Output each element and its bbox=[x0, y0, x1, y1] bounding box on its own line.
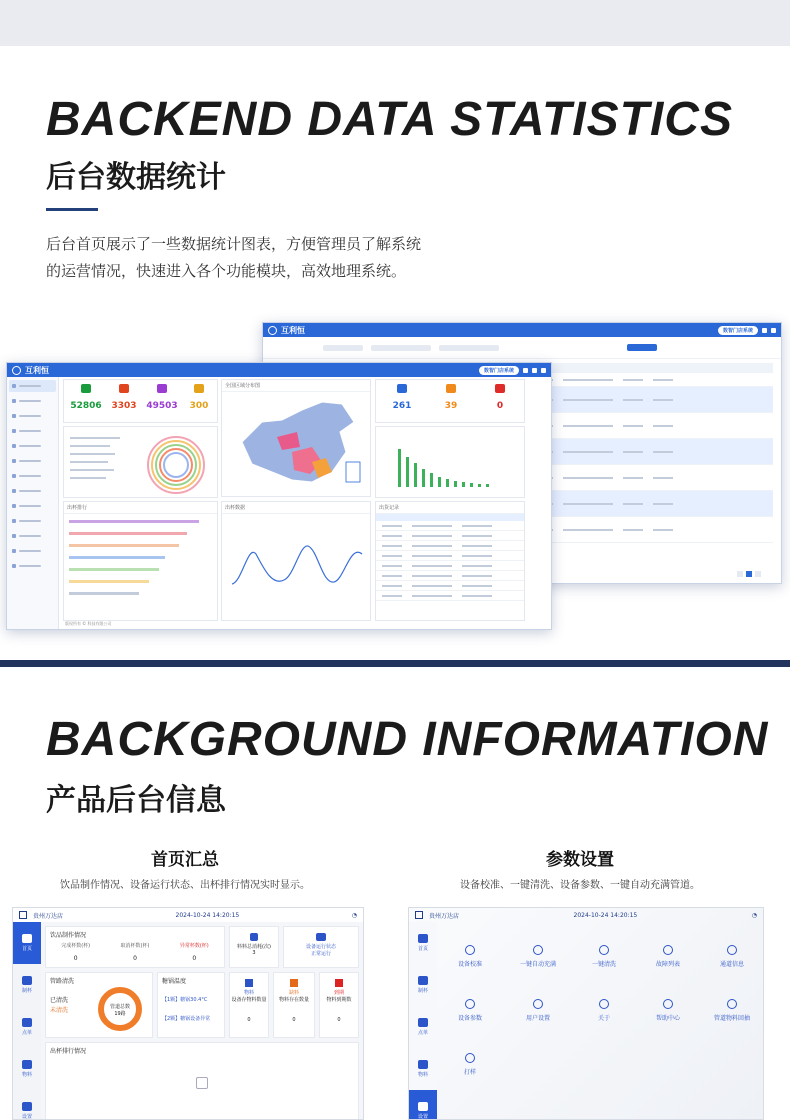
brand-logo-icon bbox=[268, 326, 277, 335]
ratio-icon bbox=[250, 933, 258, 941]
nav-settings[interactable]: 设置 bbox=[13, 1090, 41, 1120]
pipe-donut: 管道总数 19路 bbox=[98, 987, 142, 1031]
clock: 2024-10-24 14:20:15 bbox=[573, 911, 638, 919]
kpi-alerts: 0 bbox=[480, 384, 520, 411]
store-name: 贵州万达店 bbox=[429, 912, 460, 920]
logo-icon bbox=[415, 911, 423, 919]
cleaned-legend: 已清洗 bbox=[50, 997, 69, 1004]
gear-icon bbox=[418, 1102, 428, 1111]
search-button[interactable] bbox=[627, 344, 657, 351]
window-titlebar bbox=[263, 323, 781, 337]
sidebar-item[interactable] bbox=[9, 545, 56, 557]
ranking-panel bbox=[63, 501, 218, 621]
store-select[interactable]: 数智门店系统 bbox=[718, 326, 758, 335]
backend-window-front bbox=[6, 362, 552, 630]
sidebar-item[interactable] bbox=[9, 410, 56, 422]
device-kpi-panel bbox=[375, 379, 525, 423]
kpi-online: 39 bbox=[431, 384, 471, 411]
nodes-icon bbox=[465, 999, 475, 1009]
line-chart bbox=[222, 514, 372, 614]
user-icon[interactable] bbox=[771, 328, 776, 333]
uncleaned-legend: 未清洗 bbox=[50, 1007, 69, 1014]
nav-order[interactable]: 点单 bbox=[13, 1006, 41, 1048]
auto-fill-button[interactable]: 一键自动充满 bbox=[503, 936, 573, 976]
pipe-retract-button[interactable]: 管道物料回抽 bbox=[697, 990, 764, 1030]
nav-material[interactable]: 物料 bbox=[409, 1048, 437, 1090]
rank-card: 出杯排行情况 bbox=[45, 1042, 359, 1120]
top-band bbox=[0, 0, 790, 46]
sidebar bbox=[7, 377, 59, 629]
user-icon[interactable] bbox=[541, 368, 546, 373]
sliders-icon bbox=[727, 945, 737, 955]
cup-icon bbox=[22, 976, 32, 985]
sidebar-item[interactable] bbox=[9, 500, 56, 512]
home-side-nav bbox=[13, 922, 41, 1119]
cup-icon bbox=[81, 384, 91, 393]
ranking-bars bbox=[64, 514, 217, 610]
order-icon bbox=[418, 1018, 428, 1027]
section-description: 后台首页展示了一些数据统计图表，方便管理员了解系统 的运营情况，快速进入各个功能模块，高效地理系统。 bbox=[46, 235, 422, 280]
warning-icon bbox=[663, 945, 673, 955]
nav-home[interactable]: 首页 bbox=[409, 922, 437, 964]
shortage-icon bbox=[290, 979, 298, 987]
sidebar-item[interactable] bbox=[9, 425, 56, 437]
record-table bbox=[523, 363, 773, 563]
section-title-cn: 后台数据统计 bbox=[46, 160, 226, 195]
alert-icon bbox=[495, 384, 505, 393]
settings-title: 参数设置 bbox=[546, 850, 614, 870]
kpi-devices: 261 bbox=[382, 384, 422, 411]
bell-icon[interactable] bbox=[523, 368, 528, 373]
record-panel bbox=[375, 501, 525, 621]
cup-icon bbox=[418, 976, 428, 985]
diamond-icon bbox=[157, 384, 167, 393]
kpi-made: 3303 bbox=[106, 384, 142, 411]
store-select[interactable]: 数智门店系统 bbox=[479, 366, 519, 375]
run-status-card[interactable]: 设备运行状态 正常运行 bbox=[283, 926, 359, 968]
home-summary-title: 首页汇总 bbox=[151, 850, 219, 870]
about-button[interactable]: 关于 bbox=[569, 990, 639, 1030]
help-icon bbox=[663, 999, 673, 1009]
kpi-total: 52806 bbox=[68, 384, 104, 411]
clock-icon bbox=[465, 1053, 475, 1063]
ranking-title: 出杯排行 bbox=[64, 502, 217, 514]
home-icon bbox=[418, 934, 428, 943]
section2-title-en: BACKGROUND INFORMATION bbox=[46, 713, 769, 766]
sugar-temp-card: 糖锅温度 【1颗】糖锅30.4°C 【2颗】糖锅设备异常 bbox=[157, 972, 225, 1038]
home-status-bar bbox=[13, 908, 363, 922]
expire-card[interactable]: 到期 物料到期数 0 bbox=[319, 972, 359, 1038]
fault-list-button[interactable]: 故障列表 bbox=[633, 936, 703, 976]
filter-bar bbox=[263, 337, 781, 359]
record-title: 出货记录 bbox=[376, 502, 524, 514]
home-icon bbox=[22, 934, 32, 943]
home-screen bbox=[12, 907, 364, 1120]
users-icon bbox=[194, 384, 204, 393]
brand-name: 互利恒 bbox=[25, 365, 49, 375]
sidebar-item[interactable] bbox=[9, 515, 56, 527]
line-chart-panel bbox=[221, 501, 371, 621]
store-name: 贵州万达店 bbox=[33, 912, 64, 920]
nav-make[interactable]: 制杯 bbox=[409, 964, 437, 1006]
kpi-sales: 49503 bbox=[144, 384, 180, 411]
bar-chart-panel bbox=[375, 426, 525, 498]
info-icon bbox=[599, 999, 609, 1009]
monitor-icon bbox=[397, 384, 407, 393]
map-panel-title: 全国区域分布图 bbox=[222, 380, 370, 392]
bell-icon[interactable] bbox=[762, 328, 767, 333]
material-card[interactable]: 物料 设备存物料数量 0 bbox=[229, 972, 269, 1038]
radial-chart-panel bbox=[63, 426, 218, 498]
settings-status-bar bbox=[409, 908, 763, 922]
device-icon bbox=[316, 933, 326, 941]
store-icon bbox=[119, 384, 129, 393]
clock: 2024-10-24 14:20:15 bbox=[175, 911, 240, 919]
help-center-button[interactable]: 帮助中心 bbox=[633, 990, 703, 1030]
settings-desc: 设备校准、一键清洗、设备参数、一键自动充满管道。 bbox=[460, 880, 700, 891]
sidebar-item[interactable] bbox=[9, 470, 56, 482]
nav-order[interactable]: 点单 bbox=[409, 1006, 437, 1048]
box-icon bbox=[446, 384, 456, 393]
calibrate-button[interactable]: 设备校准 bbox=[435, 936, 505, 976]
settings-icon[interactable] bbox=[532, 368, 537, 373]
sidebar-item[interactable] bbox=[9, 485, 56, 497]
empty-data-icon bbox=[196, 1077, 208, 1089]
one-click-clean-button[interactable]: 一键清洗 bbox=[569, 936, 639, 976]
settings-side-nav bbox=[409, 922, 437, 1119]
shortage-card[interactable]: 缺料 物料存在数量 0 bbox=[273, 972, 315, 1038]
line-chart-title: 出杯数据 bbox=[222, 502, 370, 514]
logo-icon bbox=[19, 911, 27, 919]
kpi-users: 300 bbox=[181, 384, 217, 411]
sample-button[interactable]: 打样 bbox=[435, 1044, 505, 1084]
bar-chart bbox=[376, 427, 526, 497]
user-settings-button[interactable]: 用户设置 bbox=[503, 990, 573, 1030]
section-divider bbox=[0, 660, 790, 667]
hourglass-icon bbox=[335, 979, 343, 987]
sidebar-item[interactable] bbox=[9, 455, 56, 467]
channel-info-button[interactable]: 通道信息 bbox=[697, 936, 764, 976]
calibrate-icon bbox=[465, 945, 475, 955]
brand-name: 互利恒 bbox=[281, 325, 305, 335]
material-icon bbox=[22, 1060, 32, 1069]
sidebar-item[interactable] bbox=[9, 560, 56, 572]
user-settings-icon bbox=[533, 999, 543, 1009]
radial-bar-chart bbox=[64, 427, 219, 497]
drink-status-card: 饮品制作情况 完成杯数(杯) 取消杯数(杯) 异常杯数(杯) 0 0 0 bbox=[45, 926, 225, 968]
refresh-icon bbox=[727, 999, 737, 1009]
sidebar-item[interactable] bbox=[9, 440, 56, 452]
copyright-footer: 版权所有 © 科技有限公司 bbox=[65, 621, 112, 626]
wifi-icon: ◔ bbox=[351, 911, 357, 919]
gear-icon bbox=[22, 1102, 32, 1111]
section-title-en: BACKEND DATA STATISTICS bbox=[46, 93, 733, 146]
section2-title-cn: 产品后台信息 bbox=[46, 783, 226, 818]
kpi-panel bbox=[63, 379, 218, 423]
settings-screen bbox=[408, 907, 764, 1120]
title-accent-bar bbox=[46, 208, 98, 211]
droplet-icon bbox=[599, 945, 609, 955]
nav-material[interactable]: 物料 bbox=[13, 1048, 41, 1090]
ratio-card[interactable]: 料料总消耗(次) 3 bbox=[229, 926, 279, 968]
sidebar-item[interactable] bbox=[9, 530, 56, 542]
nav-make[interactable]: 制杯 bbox=[13, 964, 41, 1006]
brand-logo-icon bbox=[12, 366, 21, 375]
window-titlebar bbox=[7, 363, 551, 377]
nav-settings[interactable]: 设置 bbox=[409, 1090, 437, 1120]
wifi-icon: ◔ bbox=[751, 911, 757, 919]
home-summary-desc: 饮品制作情况、设备运行状态、出杯排行情况实时显示。 bbox=[60, 880, 310, 891]
nav-home[interactable]: 首页 bbox=[13, 922, 41, 964]
device-params-button[interactable]: 设备参数 bbox=[435, 990, 505, 1030]
map-panel bbox=[221, 379, 371, 497]
material-icon bbox=[245, 979, 253, 987]
order-icon bbox=[22, 1018, 32, 1027]
pipe-clean-card: 管路清洗 已清洗 未清洗 管道总数 19路 bbox=[45, 972, 153, 1038]
china-map bbox=[222, 392, 372, 492]
material-icon bbox=[418, 1060, 428, 1069]
sidebar-item[interactable] bbox=[9, 395, 56, 407]
fill-icon bbox=[533, 945, 543, 955]
pagination[interactable] bbox=[737, 571, 761, 577]
sidebar-item[interactable] bbox=[9, 380, 56, 392]
